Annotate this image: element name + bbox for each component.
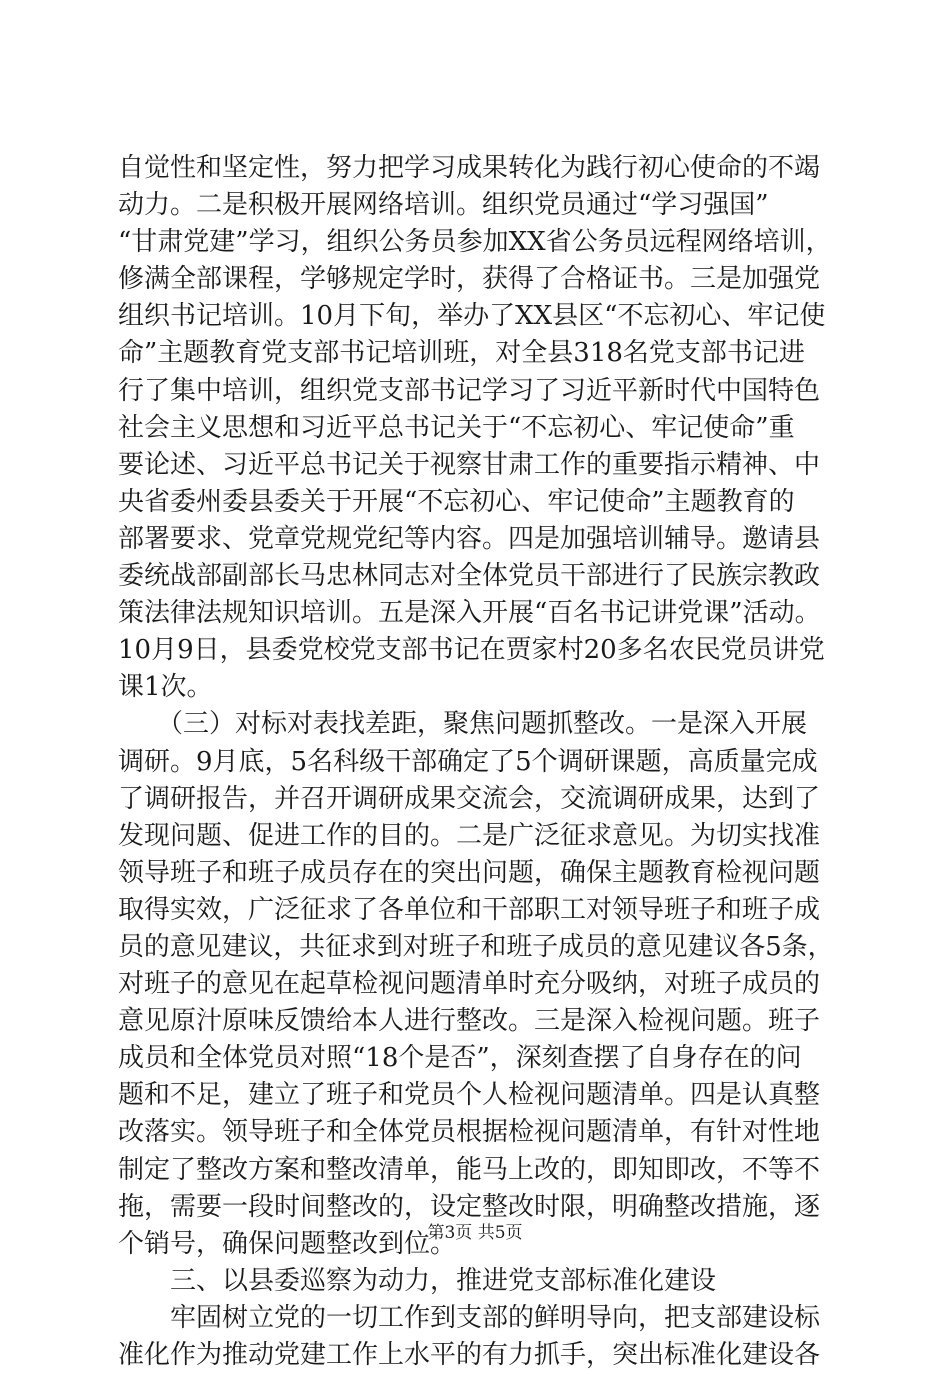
text-line: 个销号，确保问题整改到位。 (118, 1228, 457, 1259)
text-line: 成员和全体党员对照“18个是否”，深刻查摆了自身存在的问 (118, 1043, 802, 1074)
text-line: 动力。二是积极开展网络培训。组织党员通过“学习强国” (118, 190, 769, 221)
text-line: 员的意见建议，共征求到对班子和班子成员的意见建议各5条， (118, 931, 834, 962)
text-line: “甘肃党建”学习，组织公务员参加XX省公务员远程网络培训， (118, 227, 832, 258)
text-line: 调研。9月底，5名科级干部确定了5个调研课题，高质量完成 (118, 746, 818, 777)
text-line: 部署要求、党章党规党纪等内容。四是加强培训辅导。邀请县 (118, 523, 821, 554)
text-line: 对班子的意见在起草检视问题清单时充分吸纳，对班子成员的 (118, 969, 821, 1000)
text-line: 制定了整改方案和整改清单，能马上改的，即知即改，不等不 (118, 1154, 821, 1185)
text-line: 了调研报告，并召开调研成果交流会，交流调研成果，达到了 (118, 783, 821, 814)
text-line: 取得实效，广泛征求了各单位和干部职工对领导班子和班子成 (118, 894, 821, 925)
text-line: 行了集中培训，组织党支部书记学习了习近平新时代中国特色 (118, 375, 821, 406)
text-line: 改落实。领导班子和全体党员根据检视问题清单，有针对性地 (118, 1117, 821, 1148)
text-line: 意见原汁原味反馈给本人进行整改。三是深入检视问题。班子 (118, 1006, 821, 1037)
text-line: 牢固树立党的一切工作到支部的鲜明导向，把支部建设标 (118, 1302, 821, 1333)
text-line: 修满全部课程，学够规定学时，获得了合格证书。三是加强党 (118, 264, 821, 295)
text-line: 课1次。 (118, 672, 213, 703)
text-line: 策法律法规知识培训。五是深入开展“百名书记讲党课”活动。 (118, 598, 821, 629)
text-line: 组织书记培训。10月下旬，举办了XX县区“不忘初心、牢记使 (118, 301, 826, 332)
text-line: 题和不足，建立了班子和党员个人检视问题清单。四是认真整 (118, 1080, 821, 1111)
text-line: 央省委州委县委关于开展“不忘初心、牢记使命”主题教育的 (118, 486, 795, 517)
text-line: 自觉性和坚定性，努力把学习成果转化为践行初心使命的不竭 (118, 153, 821, 183)
text-line: （三）对标对表找差距，聚焦问题抓整改。一是深入开展 (118, 709, 808, 740)
text-line: 委统战部副部长马忠林同志对全体党员干部进行了民族宗教政 (118, 561, 821, 592)
text-line: 发现问题、促进工作的目的。二是广泛征求意见。为切实找准 (118, 820, 821, 851)
text-line: 要论述、习近平总书记关于视察甘肃工作的重要指示精神、中 (118, 449, 821, 480)
page-footer: 第3页 共5页 (427, 1223, 523, 1243)
text-line: 10月9日，县委党校党支部书记在贾家村20多名农民党员讲党 (118, 635, 825, 666)
text-line: 准化作为推动党建工作上水平的有力抓手，突出标准化建设各 (118, 1340, 821, 1370)
text-line: 社会主义思想和习近平总书记关于“不忘初心、牢记使命”重 (118, 412, 795, 443)
body-text (118, 150, 834, 1374)
text-line: 三、以县委巡察为动力，推进党支部标准化建设 (118, 1265, 717, 1296)
text-line: 命”主题教育党支部书记培训班，对全县318名党支部书记进 (118, 338, 805, 369)
text-line: 拖，需要一段时间整改的，设定整改时限，明确整改措施，逐 (118, 1191, 821, 1222)
text-line: 领导班子和班子成员存在的突出问题，确保主题教育检视问题 (118, 857, 821, 888)
